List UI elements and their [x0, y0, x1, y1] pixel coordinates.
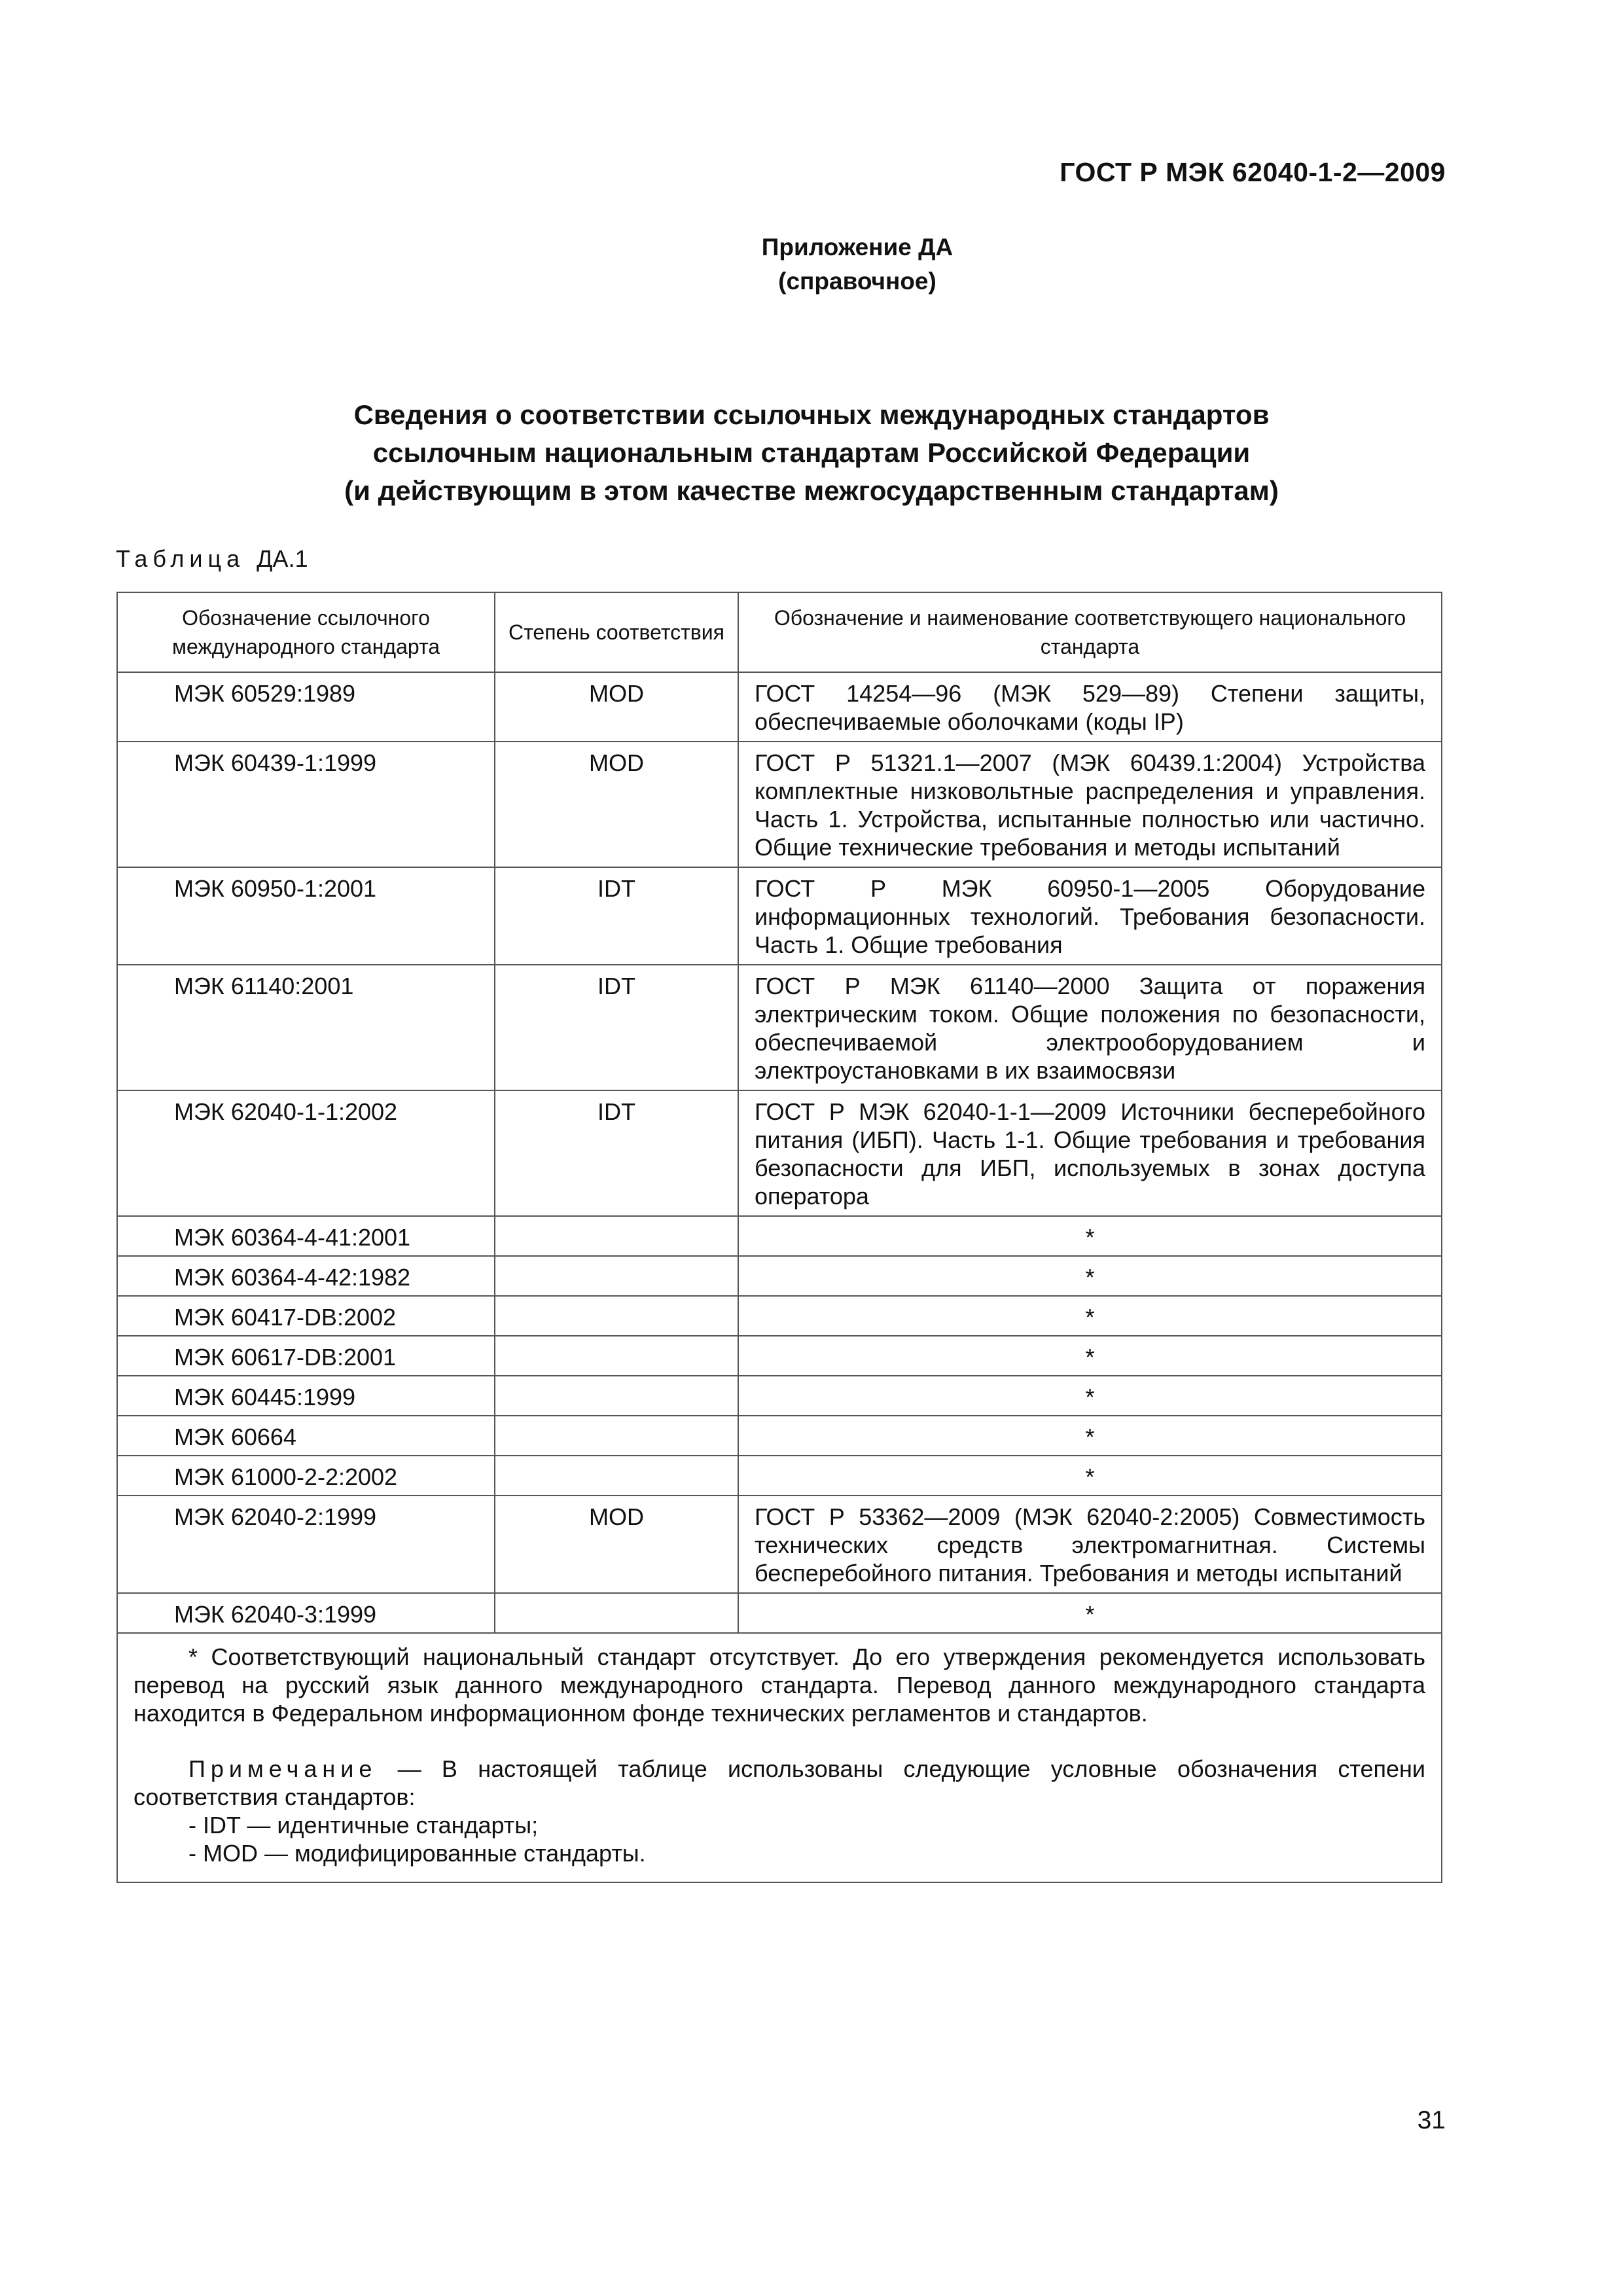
- degree-cell: IDT: [495, 1090, 738, 1216]
- national-standard-cell: ГОСТ Р 53362—2009 (МЭК 62040-2:2005) Совместимость технических средств электромагнитная. Системы бесперебойного питания. Требования и методы испытаний: [738, 1496, 1442, 1593]
- note-text: — В настоящей таблице использованы следующие условные обозначения степени соответствия стандартов:: [134, 1755, 1425, 1810]
- national-standard-cell: *: [738, 1376, 1442, 1416]
- degree-cell: [495, 1296, 738, 1336]
- section-title-line: ссылочным национальным стандартам Российской Федерации: [372, 437, 1251, 468]
- table-row: [117, 1496, 1442, 1593]
- national-standard-cell: ГОСТ Р МЭК 60950-1—2005 Оборудование информационных технологий. Требования безопасности. Часть 1. Общие требования: [738, 867, 1442, 965]
- table-row: [117, 1593, 1442, 1633]
- degree-cell: [495, 1456, 738, 1496]
- intl-standard-cell: МЭК 61140:2001: [117, 965, 495, 1090]
- intl-standard-cell: МЭК 60445:1999: [117, 1376, 495, 1416]
- table-body: [117, 672, 1442, 1633]
- intl-standard-cell: МЭК 60664: [117, 1416, 495, 1456]
- degree-cell: IDT: [495, 867, 738, 965]
- intl-standard-cell: МЭК 62040-3:1999: [117, 1593, 495, 1633]
- national-standard-cell: *: [738, 1216, 1442, 1256]
- intl-standard-cell: МЭК 60439-1:1999: [117, 742, 495, 867]
- document-code: ГОСТ Р МЭК 62040-1-2—2009: [1060, 157, 1446, 187]
- table-caption-word: Таблица: [116, 545, 245, 572]
- table-header-row: [117, 592, 1442, 672]
- intl-standard-cell: МЭК 62040-2:1999: [117, 1496, 495, 1593]
- intl-standard-cell: МЭК 60950-1:2001: [117, 867, 495, 965]
- section-title-line: (и действующим в этом качестве межгосударственным стандартам): [344, 475, 1279, 506]
- intl-standard-cell: МЭК 61000-2-2:2002: [117, 1456, 495, 1496]
- footnote: * Соответствующий национальный стандарт отсутствует. До его утверждения рекомендуется использовать перевод на русский язык данного международного стандарта. Перевод данного международного стандарта находится в Федеральном информационном фонде технических регламентов и стандартов.: [134, 1643, 1425, 1727]
- national-standard-cell: ГОСТ Р МЭК 61140—2000 Защита от поражения электрическим током. Общие положения по безопасности, обеспечиваемой электрооборудованием и электроустановками в их взаимосвязи: [738, 965, 1442, 1090]
- annex-heading: [0, 230, 1623, 298]
- degree-cell: [495, 1336, 738, 1376]
- national-standard-cell: *: [738, 1296, 1442, 1336]
- degree-cell: MOD: [495, 742, 738, 867]
- intl-standard-cell: МЭК 60364-4-41:2001: [117, 1216, 495, 1256]
- intl-standard-cell: МЭК 62040-1-1:2002: [117, 1090, 495, 1216]
- degree-cell: [495, 1593, 738, 1633]
- table-row: [117, 1256, 1442, 1296]
- table-row: [117, 742, 1442, 867]
- national-standard-cell: *: [738, 1456, 1442, 1496]
- intl-standard-cell: МЭК 60364-4-42:1982: [117, 1256, 495, 1296]
- table-row: [117, 1336, 1442, 1376]
- degree-cell: [495, 1416, 738, 1456]
- page-number: 31: [1417, 2106, 1446, 2134]
- annex-title: Приложение ДА: [761, 234, 954, 260]
- national-standard-cell: *: [738, 1336, 1442, 1376]
- header-national-standard: Обозначение и наименование соответствующего национального стандарта: [738, 592, 1442, 672]
- national-standard-cell: ГОСТ 14254—96 (МЭК 529—89) Степени защиты, обеспечиваемые оболочками (коды IP): [738, 672, 1442, 742]
- national-standard-cell: *: [738, 1416, 1442, 1456]
- notes-cell: [117, 1633, 1442, 1882]
- header-intl-standard: Обозначение ссылочного международного стандарта: [117, 592, 495, 672]
- table-row: [117, 1296, 1442, 1336]
- header-degree: Степень соответствия: [495, 592, 738, 672]
- notes-row: [117, 1633, 1442, 1882]
- standards-table: [116, 592, 1442, 1883]
- national-standard-cell: ГОСТ Р МЭК 62040-1-1—2009 Источники бесперебойного питания (ИБП). Часть 1-1. Общие требования и требования безопасности для ИБП, используемых в зонах доступа оператора: [738, 1090, 1442, 1216]
- table-caption-number: ДА.1: [257, 545, 308, 572]
- degree-cell: MOD: [495, 672, 738, 742]
- table-row: [117, 1456, 1442, 1496]
- section-title: [0, 396, 1623, 510]
- note-item-mod: - MOD — модифицированные стандарты.: [188, 1840, 646, 1867]
- degree-cell: IDT: [495, 965, 738, 1090]
- degree-cell: [495, 1376, 738, 1416]
- intl-standard-cell: МЭК 60529:1989: [117, 672, 495, 742]
- table-row: [117, 1416, 1442, 1456]
- table-row: [117, 1216, 1442, 1256]
- table-row: [117, 1090, 1442, 1216]
- table-caption: [116, 545, 308, 573]
- intl-standard-cell: МЭК 60417-DB:2002: [117, 1296, 495, 1336]
- national-standard-cell: ГОСТ Р 51321.1—2007 (МЭК 60439.1:2004) Устройства комплектные низковольтные распределения и управления. Часть 1. Устройства, испытанные полностью или частично. Общие технические требования и методы испытаний: [738, 742, 1442, 867]
- note-paragraph: [134, 1755, 1425, 1811]
- section-title-line: Сведения о соответствии ссылочных международных стандартов: [353, 399, 1270, 430]
- intl-standard-cell: МЭК 60617-DB:2001: [117, 1336, 495, 1376]
- annex-subtitle: (справочное): [778, 268, 936, 295]
- note-label: Примечание: [188, 1755, 378, 1782]
- degree-cell: [495, 1256, 738, 1296]
- table-row: [117, 1376, 1442, 1416]
- table-row: [117, 867, 1442, 965]
- degree-cell: MOD: [495, 1496, 738, 1593]
- note-item-idt: - IDT — идентичные стандарты;: [188, 1812, 539, 1839]
- national-standard-cell: *: [738, 1256, 1442, 1296]
- degree-cell: [495, 1216, 738, 1256]
- table-row: [117, 965, 1442, 1090]
- table-row: [117, 672, 1442, 742]
- national-standard-cell: *: [738, 1593, 1442, 1633]
